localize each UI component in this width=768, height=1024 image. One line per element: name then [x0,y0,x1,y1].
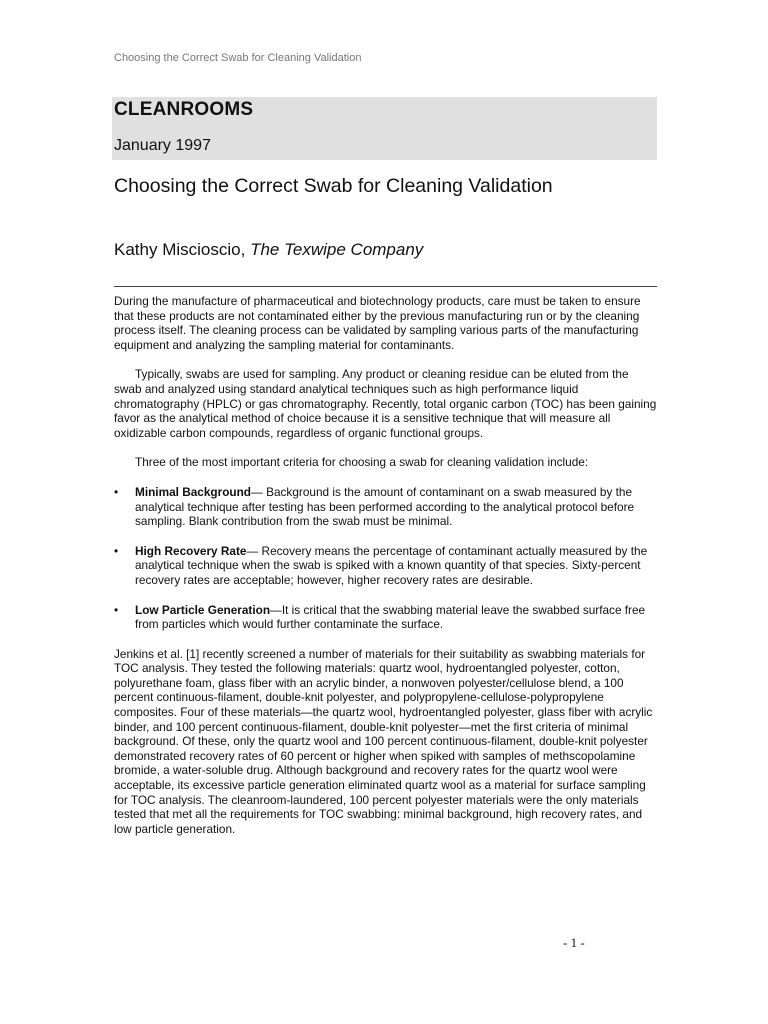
criteria-term: High Recovery Rate [135,543,247,558]
bullet-icon: • [114,543,119,558]
byline [114,240,423,260]
bullet-icon: • [114,484,119,499]
bullet-icon: • [114,602,119,617]
page-number: - 1 - [563,935,585,950]
criteria-description: —It is critical that the swabbing material leave the swabbed surface free from particles which would further contaminate the surface. [135,602,646,632]
criteria-term: Minimal Background [135,484,252,499]
body-paragraph: Jenkins et al. [1] recently screened a number of materials for their suitability as swabbing materials for TOC analysis. They tested the following materials: quartz wool, hydroentangled polyester, cotton, polyurethane foam, glass fiber with an acrylic binder, a nonwoven polyester/cellulose blend, a 100 percent continuous-filament, double-knit polyester, and polypropylene-cellulose-polypropylene composites. Four of these materials—the quartz wool, hydroentangled polyester, glass fiber with acrylic binder, and 100 percent continuous-filament, double-knit polyester—met the first criteria of minimal background. Of these, only the quartz wool and 100 percent continuous-filament, double-knit polyester demonstrated recovery rates of 60 percent or higher when spiked with samples of methscopolamine bromide, a water-soluble drug. Although background and recovery rates for the quartz wool were acceptable, its excessive particle generation eliminated quartz wool as a material for surface sampling for TOC analysis. The cleanroom-laundered, 100 percent polyester materials were the only materials tested that met all the requirements for TOC swabbing: minimal background, high recovery rates, and low particle generation. [114,646,653,836]
body-paragraph: Typically, swabs are used for sampling. Any product or cleaning residue can be eluted from the swab and analyzed using standard analytical techniques such as high performance liquid chromatography (HPLC) or gas chromatography. Recently, total organic carbon (TOC) has been gaining favor as the analytical method of choice because it is a sensitive technique that will measure all oxidizable carbon compounds, regardless of organic functional groups. [114,367,657,440]
criteria-description: — Recovery means the percentage of contaminant actually measured by the analytical technique when the swab is spiked with a known quantity of that species. Sixty-percent recovery rates are acceptable; however, higher recovery rates are desirable. [135,543,648,587]
criteria-description: — Background is the amount of contaminant on a swab measured by the analytical technique after testing has been performed according to the analytical protocol before sampling. Blank contribution from the swab must be minimal. [135,484,635,529]
criteria-list [114,485,659,632]
masthead-banner [112,97,657,160]
criteria-item [114,544,659,588]
author-name: Kathy Miscioscio, [114,240,246,259]
running-header: Choosing the Correct Swab for Cleaning Validation [114,52,362,64]
issue-date: January 1997 [114,137,211,154]
article-body [114,294,659,851]
title-divider [114,286,657,287]
body-paragraph: During the manufacture of pharmaceutical and biotechnology products, care must be taken to ensure that these products are not contaminated either by the previous manufacturing run or by the cleaning process itself. The cleaning process can be validated by sampling various parts of the manufacturing equipment and analyzing the sampling material for contaminants. [114,294,641,352]
body-paragraph: Three of the most important criteria for choosing a swab for cleaning validation include: [135,455,589,470]
author-organization: The Texwipe Company [250,240,424,259]
publication-name: CLEANROOMS [114,99,254,120]
criteria-item [114,603,659,632]
criteria-term: Low Particle Generation [135,602,271,617]
article-title: Choosing the Correct Swab for Cleaning Validation [114,175,553,197]
criteria-item [114,485,659,529]
